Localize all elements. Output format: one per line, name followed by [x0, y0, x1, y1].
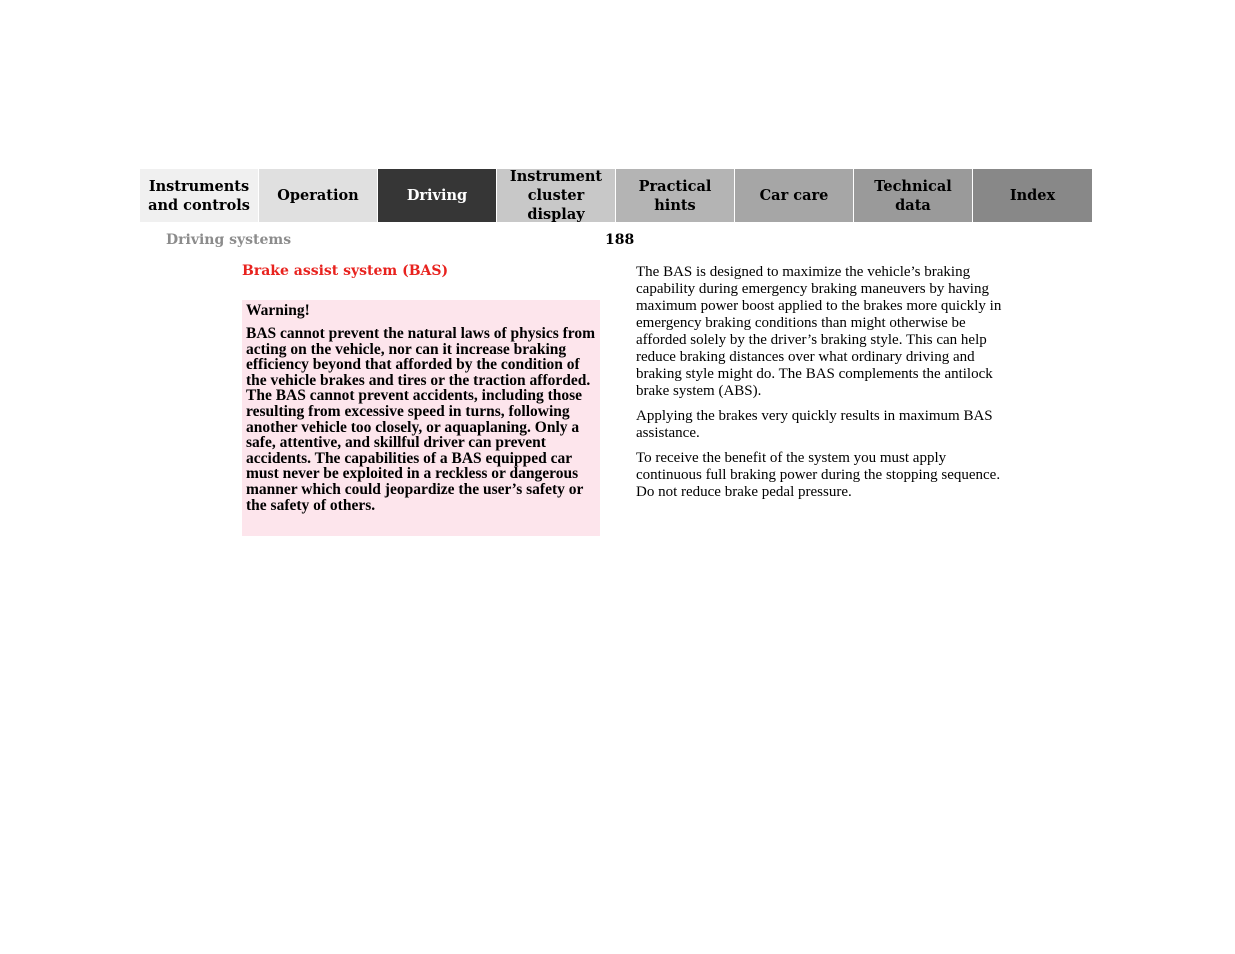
section-label: Driving systems	[166, 232, 292, 248]
paragraph: Applying the brakes very quickly results in maximum BAS assistance.	[636, 408, 993, 441]
warning-box	[242, 300, 600, 536]
tab-operation[interactable]: Operation	[259, 169, 378, 222]
tab-driving[interactable]: Driving	[378, 169, 497, 222]
paragraph: The BAS is designed to maximize the vehicle’s braking capability during emergency braking maneuvers by having maximum power boost applied to the brakes more quickly in emergency braking conditions than might otherwise be afforded solely by the driver’s braking style. This can help reduce braking distances over what ordinary driving and braking style might do. The BAS complements the antilock brake system (ABS).	[636, 264, 1002, 399]
tab-car-care[interactable]: Car care	[735, 169, 854, 222]
tab-instrument-cluster-display[interactable]: Instrument cluster display	[497, 169, 616, 222]
article-heading: Brake assist system (BAS)	[242, 263, 449, 279]
chapter-tabs	[140, 169, 1095, 222]
paragraph: To receive the benefit of the system you must apply continuous full braking power during the stopping sequence. Do not reduce brake pedal pressure.	[636, 450, 1001, 500]
page-number: 188	[605, 232, 635, 248]
tab-index[interactable]: Index	[973, 169, 1092, 222]
article-body	[636, 264, 1006, 509]
warning-body: BAS cannot prevent the natural laws of physics from acting on the vehicle, nor can it increase braking efficiency beyond that afforded by the condition of the vehicle brakes and tires or the traction afforded. The BAS cannot prevent accidents, including those resulting from excessive speed in turns, following another vehicle too closely, or aquaplaning. Only a safe, attentive, and skillful driver can prevent accidents. The capabilities of a BAS equipped car must never be exploited in a reckless or dangerous manner which could jeopardize the user’s safety or the safety of others.	[246, 325, 596, 514]
tab-instruments-and-controls[interactable]: Instruments and controls	[140, 169, 259, 222]
warning-title: Warning!	[246, 302, 310, 319]
tab-technical-data[interactable]: Technical data	[854, 169, 973, 222]
tab-practical-hints[interactable]: Practical hints	[616, 169, 735, 222]
